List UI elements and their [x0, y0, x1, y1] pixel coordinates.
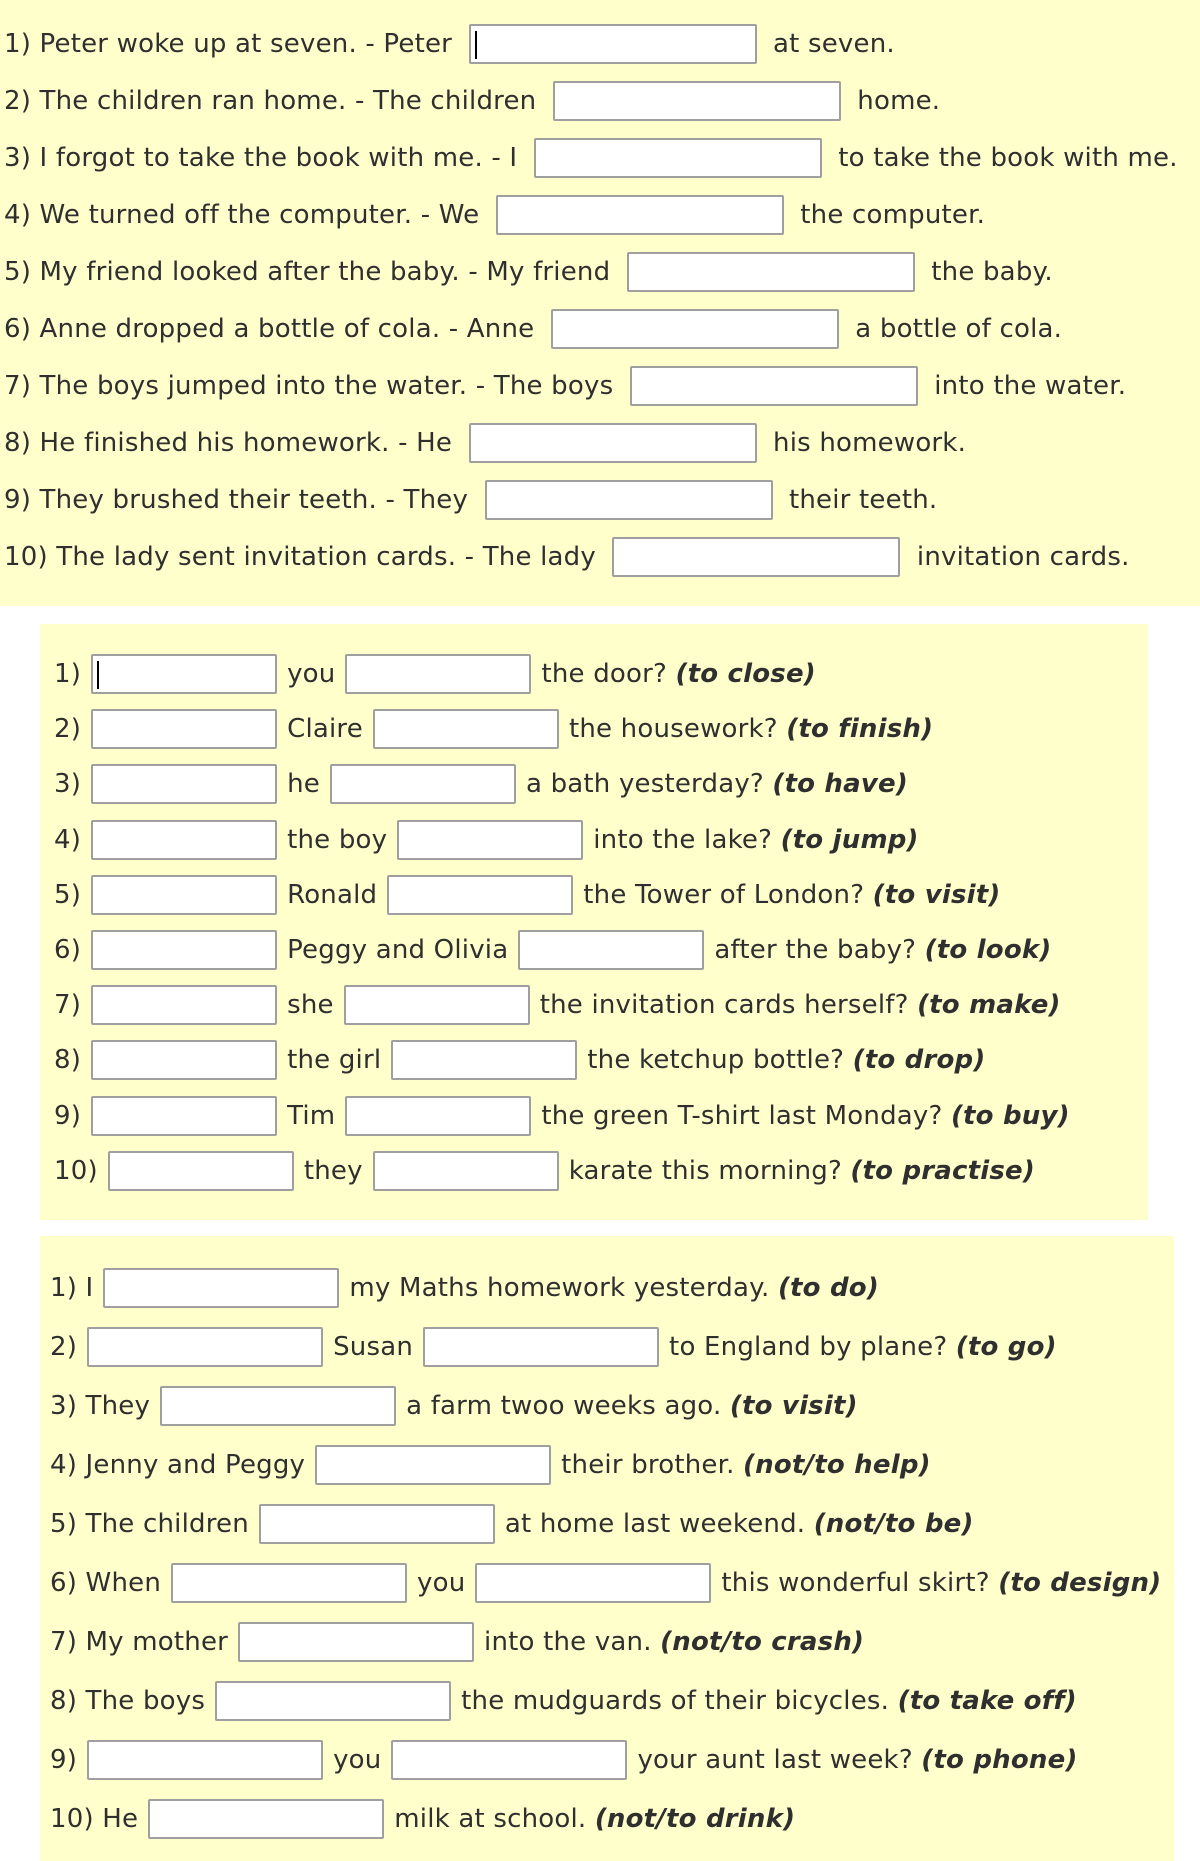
verb-hint: (not/to be): [813, 1509, 974, 1539]
sentence-text: after the baby?: [714, 935, 925, 965]
sentence-text: 10) He: [50, 1804, 139, 1834]
answer-input[interactable]: [391, 1040, 577, 1080]
exercise-row: [50, 1679, 1077, 1723]
sentence-text: 2) The children ran home. - The children: [4, 86, 545, 116]
sentence-text: 1) I: [50, 1273, 94, 1303]
sentence-text: Susan: [333, 1332, 414, 1362]
answer-input[interactable]: [91, 764, 277, 804]
sentence-text: into the van.: [484, 1627, 661, 1657]
sentence-text: 8) He finished his homework. - He: [4, 428, 461, 458]
answer-input[interactable]: [91, 930, 277, 970]
sentence-text: a bottle of cola.: [846, 314, 1063, 344]
sentence-text: 9) They brushed their teeth. - They: [4, 485, 477, 515]
sentence-text: 6) Anne dropped a bottle of cola. - Anne: [4, 314, 543, 344]
exercise-row: [50, 1384, 858, 1428]
sentence-text: at seven.: [764, 29, 895, 59]
sentence-text: the housework?: [568, 714, 787, 744]
answer-input[interactable]: [103, 1268, 339, 1308]
sentence-text: 4): [54, 825, 82, 855]
verb-hint: (to take off): [897, 1686, 1077, 1716]
answer-input[interactable]: [373, 709, 559, 749]
sentence-text: 10) The lady sent invitation cards. - The lady: [4, 542, 605, 572]
sentence-text: 4) We turned off the computer. - We: [4, 200, 488, 230]
sentence-text: 1): [54, 659, 82, 689]
sentence-text: Ronald: [287, 880, 378, 910]
sentence-text: 3): [54, 769, 82, 799]
sentence-text: invitation cards.: [908, 542, 1130, 572]
sentence-text: 6): [54, 935, 82, 965]
sentence-text: 2): [54, 714, 82, 744]
exercise-row: [50, 1266, 879, 1310]
sentence-text: 2): [50, 1332, 78, 1362]
sentence-text: he: [287, 769, 320, 799]
sentence-text: 8): [54, 1045, 82, 1075]
verb-hint: (not/to crash): [660, 1627, 865, 1657]
answer-input[interactable]: [171, 1563, 407, 1603]
exercise-row: [4, 22, 895, 66]
answer-input[interactable]: [475, 1563, 711, 1603]
verb-hint: (to do): [777, 1273, 879, 1303]
sentence-text: 3) I forgot to take the book with me. - I: [4, 143, 526, 173]
verb-hint: (to visit): [729, 1391, 858, 1421]
sentence-text: 3) They: [50, 1391, 151, 1421]
sentence-text: the mudguards of their bicycles.: [461, 1686, 898, 1716]
answer-input[interactable]: [160, 1386, 396, 1426]
sentence-text: into the water.: [925, 371, 1127, 401]
exercise-row: [4, 307, 1062, 351]
exercise-row: [4, 136, 1178, 180]
answer-input[interactable]: [91, 654, 277, 694]
answer-input[interactable]: [397, 820, 583, 860]
sentence-text: 10): [54, 1156, 98, 1186]
sentence-text: 4) Jenny and Peggy: [50, 1450, 306, 1480]
answer-input[interactable]: [612, 537, 900, 577]
answer-input[interactable]: [259, 1504, 495, 1544]
sentence-text: home.: [848, 86, 941, 116]
verb-hint: (to buy): [950, 1101, 1070, 1131]
verb-hint: (to phone): [921, 1745, 1078, 1775]
verb-hint: (to jump): [780, 825, 919, 855]
exercise-row: [54, 818, 919, 862]
answer-input[interactable]: [469, 24, 757, 64]
sentence-text: a bath yesterday?: [525, 769, 773, 799]
sentence-text: 9): [50, 1745, 78, 1775]
sentence-text: 7) My mother: [50, 1627, 229, 1657]
sentence-text: Tim: [287, 1101, 336, 1131]
answer-input[interactable]: [345, 654, 531, 694]
answer-input[interactable]: [148, 1799, 384, 1839]
answer-input[interactable]: [330, 764, 516, 804]
sentence-text: his homework.: [764, 428, 967, 458]
verb-hint: (to finish): [786, 714, 934, 744]
verb-hint: (to close): [675, 659, 816, 689]
sentence-text: the girl: [287, 1045, 382, 1075]
exercise-row: [50, 1325, 1057, 1369]
verb-hint: (to make): [917, 990, 1061, 1020]
sentence-text: at home last weekend.: [504, 1509, 814, 1539]
sentence-text: my Maths homework yesterday.: [349, 1273, 778, 1303]
exercise-row: [50, 1797, 795, 1841]
answer-input[interactable]: [91, 875, 277, 915]
sentence-text: to England by plane?: [669, 1332, 956, 1362]
answer-input[interactable]: [627, 252, 915, 292]
exercise-row: [50, 1502, 974, 1546]
sentence-text: you: [287, 659, 336, 689]
exercise-row: [54, 707, 933, 751]
answer-input[interactable]: [91, 985, 277, 1025]
verb-hint: (to practise): [850, 1156, 1035, 1186]
sentence-text: karate this morning?: [568, 1156, 851, 1186]
answer-input[interactable]: [91, 1040, 277, 1080]
sentence-text: the computer.: [791, 200, 986, 230]
exercise-row: [54, 873, 1000, 917]
exercise-row: [54, 1149, 1035, 1193]
verb-hint: (to drop): [852, 1045, 986, 1075]
exercise-row: [54, 983, 1061, 1027]
sentence-text: Claire: [287, 714, 363, 744]
verb-hint: (not/to drink): [594, 1804, 796, 1834]
verb-hint: (not/to help): [743, 1450, 931, 1480]
exercise-row: [4, 193, 985, 237]
sentence-text: the baby.: [922, 257, 1053, 287]
sentence-text: the Tower of London?: [583, 880, 873, 910]
exercise-3-panel: [40, 1236, 1174, 1861]
answer-input[interactable]: [553, 81, 841, 121]
answer-input[interactable]: [91, 709, 277, 749]
answer-input[interactable]: [373, 1151, 559, 1191]
exercise-2-panel: [40, 624, 1148, 1220]
answer-input[interactable]: [87, 1740, 323, 1780]
exercise-row: [4, 421, 966, 465]
exercise-1-panel: [0, 0, 1200, 606]
verb-hint: (to design): [998, 1568, 1162, 1598]
sentence-text: 8) The boys: [50, 1686, 206, 1716]
answer-input[interactable]: [518, 930, 704, 970]
sentence-text: their brother.: [561, 1450, 744, 1480]
exercise-row: [50, 1561, 1161, 1605]
answer-input[interactable]: [469, 423, 757, 463]
exercise-row: [54, 1038, 985, 1082]
sentence-text: 7): [54, 990, 82, 1020]
answer-input[interactable]: [315, 1445, 551, 1485]
sentence-text: a farm twoo weeks ago.: [406, 1391, 730, 1421]
sentence-text: Peggy and Olivia: [287, 935, 509, 965]
answer-input[interactable]: [534, 138, 822, 178]
sentence-text: the boy: [287, 825, 388, 855]
exercise-row: [54, 1094, 1070, 1138]
verb-hint: (to visit): [872, 880, 1001, 910]
sentence-text: 6) When: [50, 1568, 162, 1598]
answer-input[interactable]: [423, 1327, 659, 1367]
answer-input[interactable]: [387, 875, 573, 915]
exercise-row: [4, 250, 1053, 294]
sentence-text: the ketchup bottle?: [587, 1045, 853, 1075]
sentence-text: your aunt last week?: [637, 1745, 922, 1775]
exercise-row: [4, 79, 940, 123]
answer-input[interactable]: [91, 820, 277, 860]
sentence-text: to take the book with me.: [829, 143, 1178, 173]
exercise-row: [50, 1738, 1078, 1782]
answer-input[interactable]: [551, 309, 839, 349]
sentence-text: the door?: [541, 659, 676, 689]
sentence-text: they: [303, 1156, 363, 1186]
exercise-row: [4, 364, 1126, 408]
sentence-text: 5): [54, 880, 82, 910]
answer-input[interactable]: [215, 1681, 451, 1721]
sentence-text: their teeth.: [780, 485, 938, 515]
answer-input[interactable]: [391, 1740, 627, 1780]
sentence-text: the invitation cards herself?: [539, 990, 918, 1020]
sentence-text: milk at school.: [394, 1804, 595, 1834]
sentence-text: 5) The children: [50, 1509, 249, 1539]
sentence-text: the green T-shirt last Monday?: [541, 1101, 951, 1131]
sentence-text: 1) Peter woke up at seven. - Peter: [4, 29, 461, 59]
answer-input[interactable]: [345, 1096, 531, 1136]
verb-hint: (to look): [924, 935, 1052, 965]
exercise-row: [4, 535, 1130, 579]
answer-input[interactable]: [485, 480, 773, 520]
exercise-row: [54, 652, 816, 696]
answer-input[interactable]: [344, 985, 530, 1025]
sentence-text: you: [417, 1568, 466, 1598]
verb-hint: (to have): [772, 769, 908, 799]
answer-input[interactable]: [238, 1622, 474, 1662]
answer-input[interactable]: [91, 1096, 277, 1136]
exercise-row: [4, 478, 937, 522]
exercise-row: [50, 1620, 864, 1664]
exercise-row: [50, 1443, 931, 1487]
sentence-text: this wonderful skirt?: [721, 1568, 999, 1598]
sentence-text: 7) The boys jumped into the water. - The boys: [4, 371, 622, 401]
sentence-text: 5) My friend looked after the baby. - My friend: [4, 257, 619, 287]
sentence-text: she: [287, 990, 334, 1020]
answer-input[interactable]: [108, 1151, 294, 1191]
answer-input[interactable]: [630, 366, 918, 406]
exercise-row: [54, 928, 1052, 972]
sentence-text: 9): [54, 1101, 82, 1131]
sentence-text: into the lake?: [593, 825, 781, 855]
verb-hint: (to go): [955, 1332, 1057, 1362]
sentence-text: you: [333, 1745, 382, 1775]
answer-input[interactable]: [87, 1327, 323, 1367]
answer-input[interactable]: [496, 195, 784, 235]
exercise-row: [54, 762, 908, 806]
